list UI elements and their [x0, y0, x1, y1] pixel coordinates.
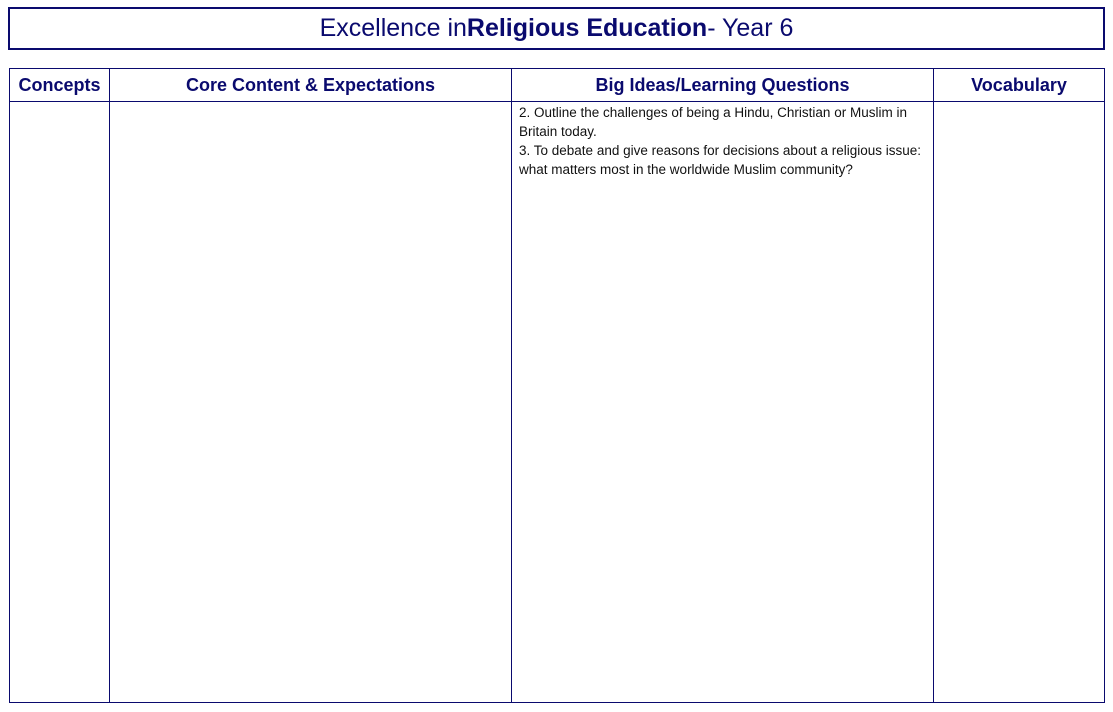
- header-concepts: Concepts: [18, 74, 101, 95]
- big-ideas-cell: [519, 103, 929, 179]
- page-title: [8, 7, 1105, 50]
- big-ideas-line: 3. To debate and give reasons for decisions about a religious issue: what matters most in the worldwide Muslim community?: [519, 143, 922, 177]
- header-core-content: Core Content & Expectations: [185, 74, 436, 95]
- column-divider-1: [109, 69, 110, 702]
- header-big-ideas: Big Ideas/Learning Questions: [595, 74, 850, 95]
- header-vocabulary: Vocabulary: [971, 74, 1067, 95]
- big-ideas-line: 2. Outline the challenges of being a Hindu, Christian or Muslim in Britain today.: [519, 105, 907, 139]
- curriculum-table: [9, 68, 1105, 703]
- title-suffix: - Year 6: [707, 14, 794, 42]
- column-divider-2: [511, 69, 512, 702]
- title-subject: Religious Education: [466, 14, 708, 42]
- column-divider-3: [933, 69, 934, 702]
- title-prefix: Excellence in: [319, 14, 467, 42]
- header-divider: [10, 101, 1104, 102]
